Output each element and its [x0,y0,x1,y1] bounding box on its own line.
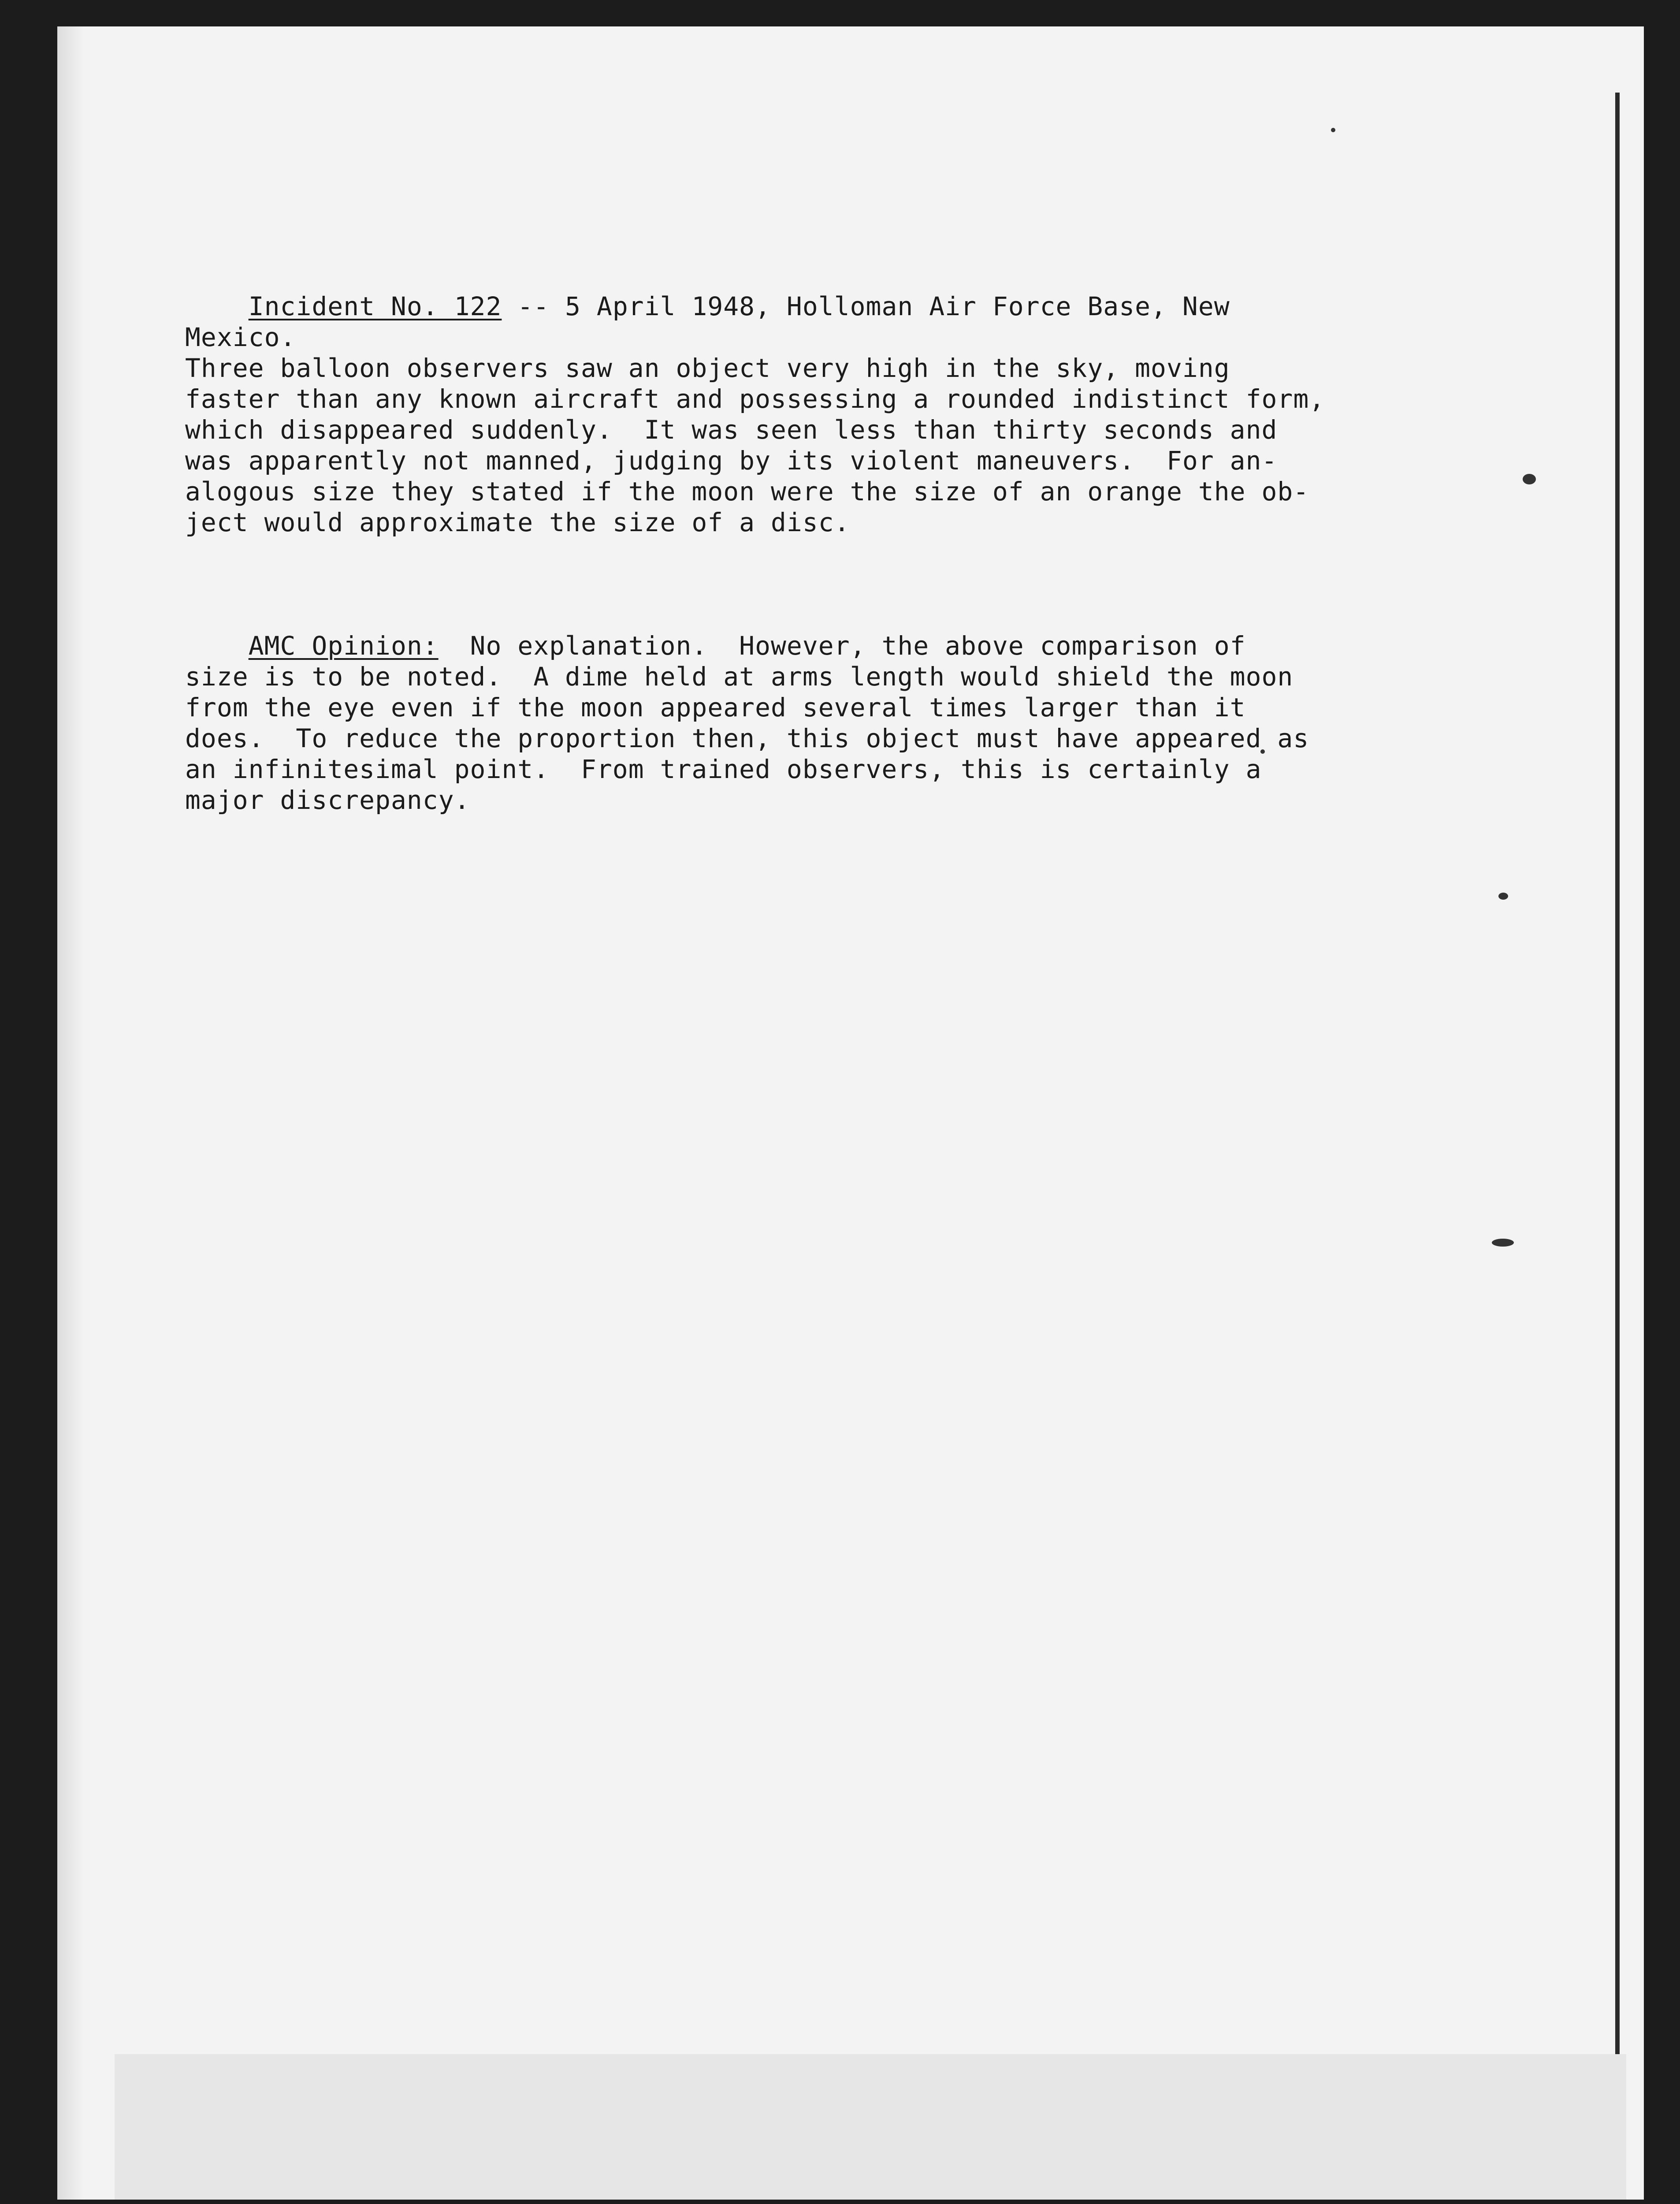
page-left-shadow [57,26,84,2200]
amc-opinion-paragraph [185,630,1366,815]
page-bottom-band [115,2054,1626,2200]
incident-line: faster than any known aircraft and possessing a rounded indistinct form, [185,384,1325,414]
incident-line: which disappeared suddenly. It was seen less than thirty seconds and [185,415,1278,445]
amc-opinion-line: major discrepancy. [185,785,470,815]
incident-line: was apparently not manned, judging by its violent maneuvers. For an- [185,446,1278,476]
incident-line: Three balloon observers saw an object very high in the sky, moving [185,353,1230,383]
scan-speck [1498,893,1508,900]
amc-opinion-line: does. To reduce the proportion then, this object must have appeared as [185,723,1309,753]
scan-speck [1523,474,1536,484]
amc-opinion-heading: AMC Opinion: [248,631,439,661]
amc-opinion-first-line-rest: No explanation. However, the above comparison of [438,631,1246,661]
amc-opinion-line: from the eye even if the moon appeared several times larger than it [185,692,1246,722]
scan-speck [1331,128,1335,132]
incident-line: Mexico. [185,322,296,352]
incident-heading-rest: -- 5 April 1948, Holloman Air Force Base, New [502,291,1230,321]
amc-opinion-line: an infinitesimal point. From trained observers, this is certainly a [185,754,1262,784]
incident-paragraph [185,291,1366,538]
incident-heading: Incident No. 122 [248,291,502,321]
right-margin-rule [1615,93,1620,2054]
amc-opinion-line: size is to be noted. A dime held at arms length would shield the moon [185,662,1293,692]
scan-speck [1492,1239,1514,1247]
document-body [185,229,1366,846]
incident-line: alogous size they stated if the moon were the size of an orange the ob- [185,477,1309,506]
incident-line: ject would approximate the size of a disc. [185,507,850,537]
